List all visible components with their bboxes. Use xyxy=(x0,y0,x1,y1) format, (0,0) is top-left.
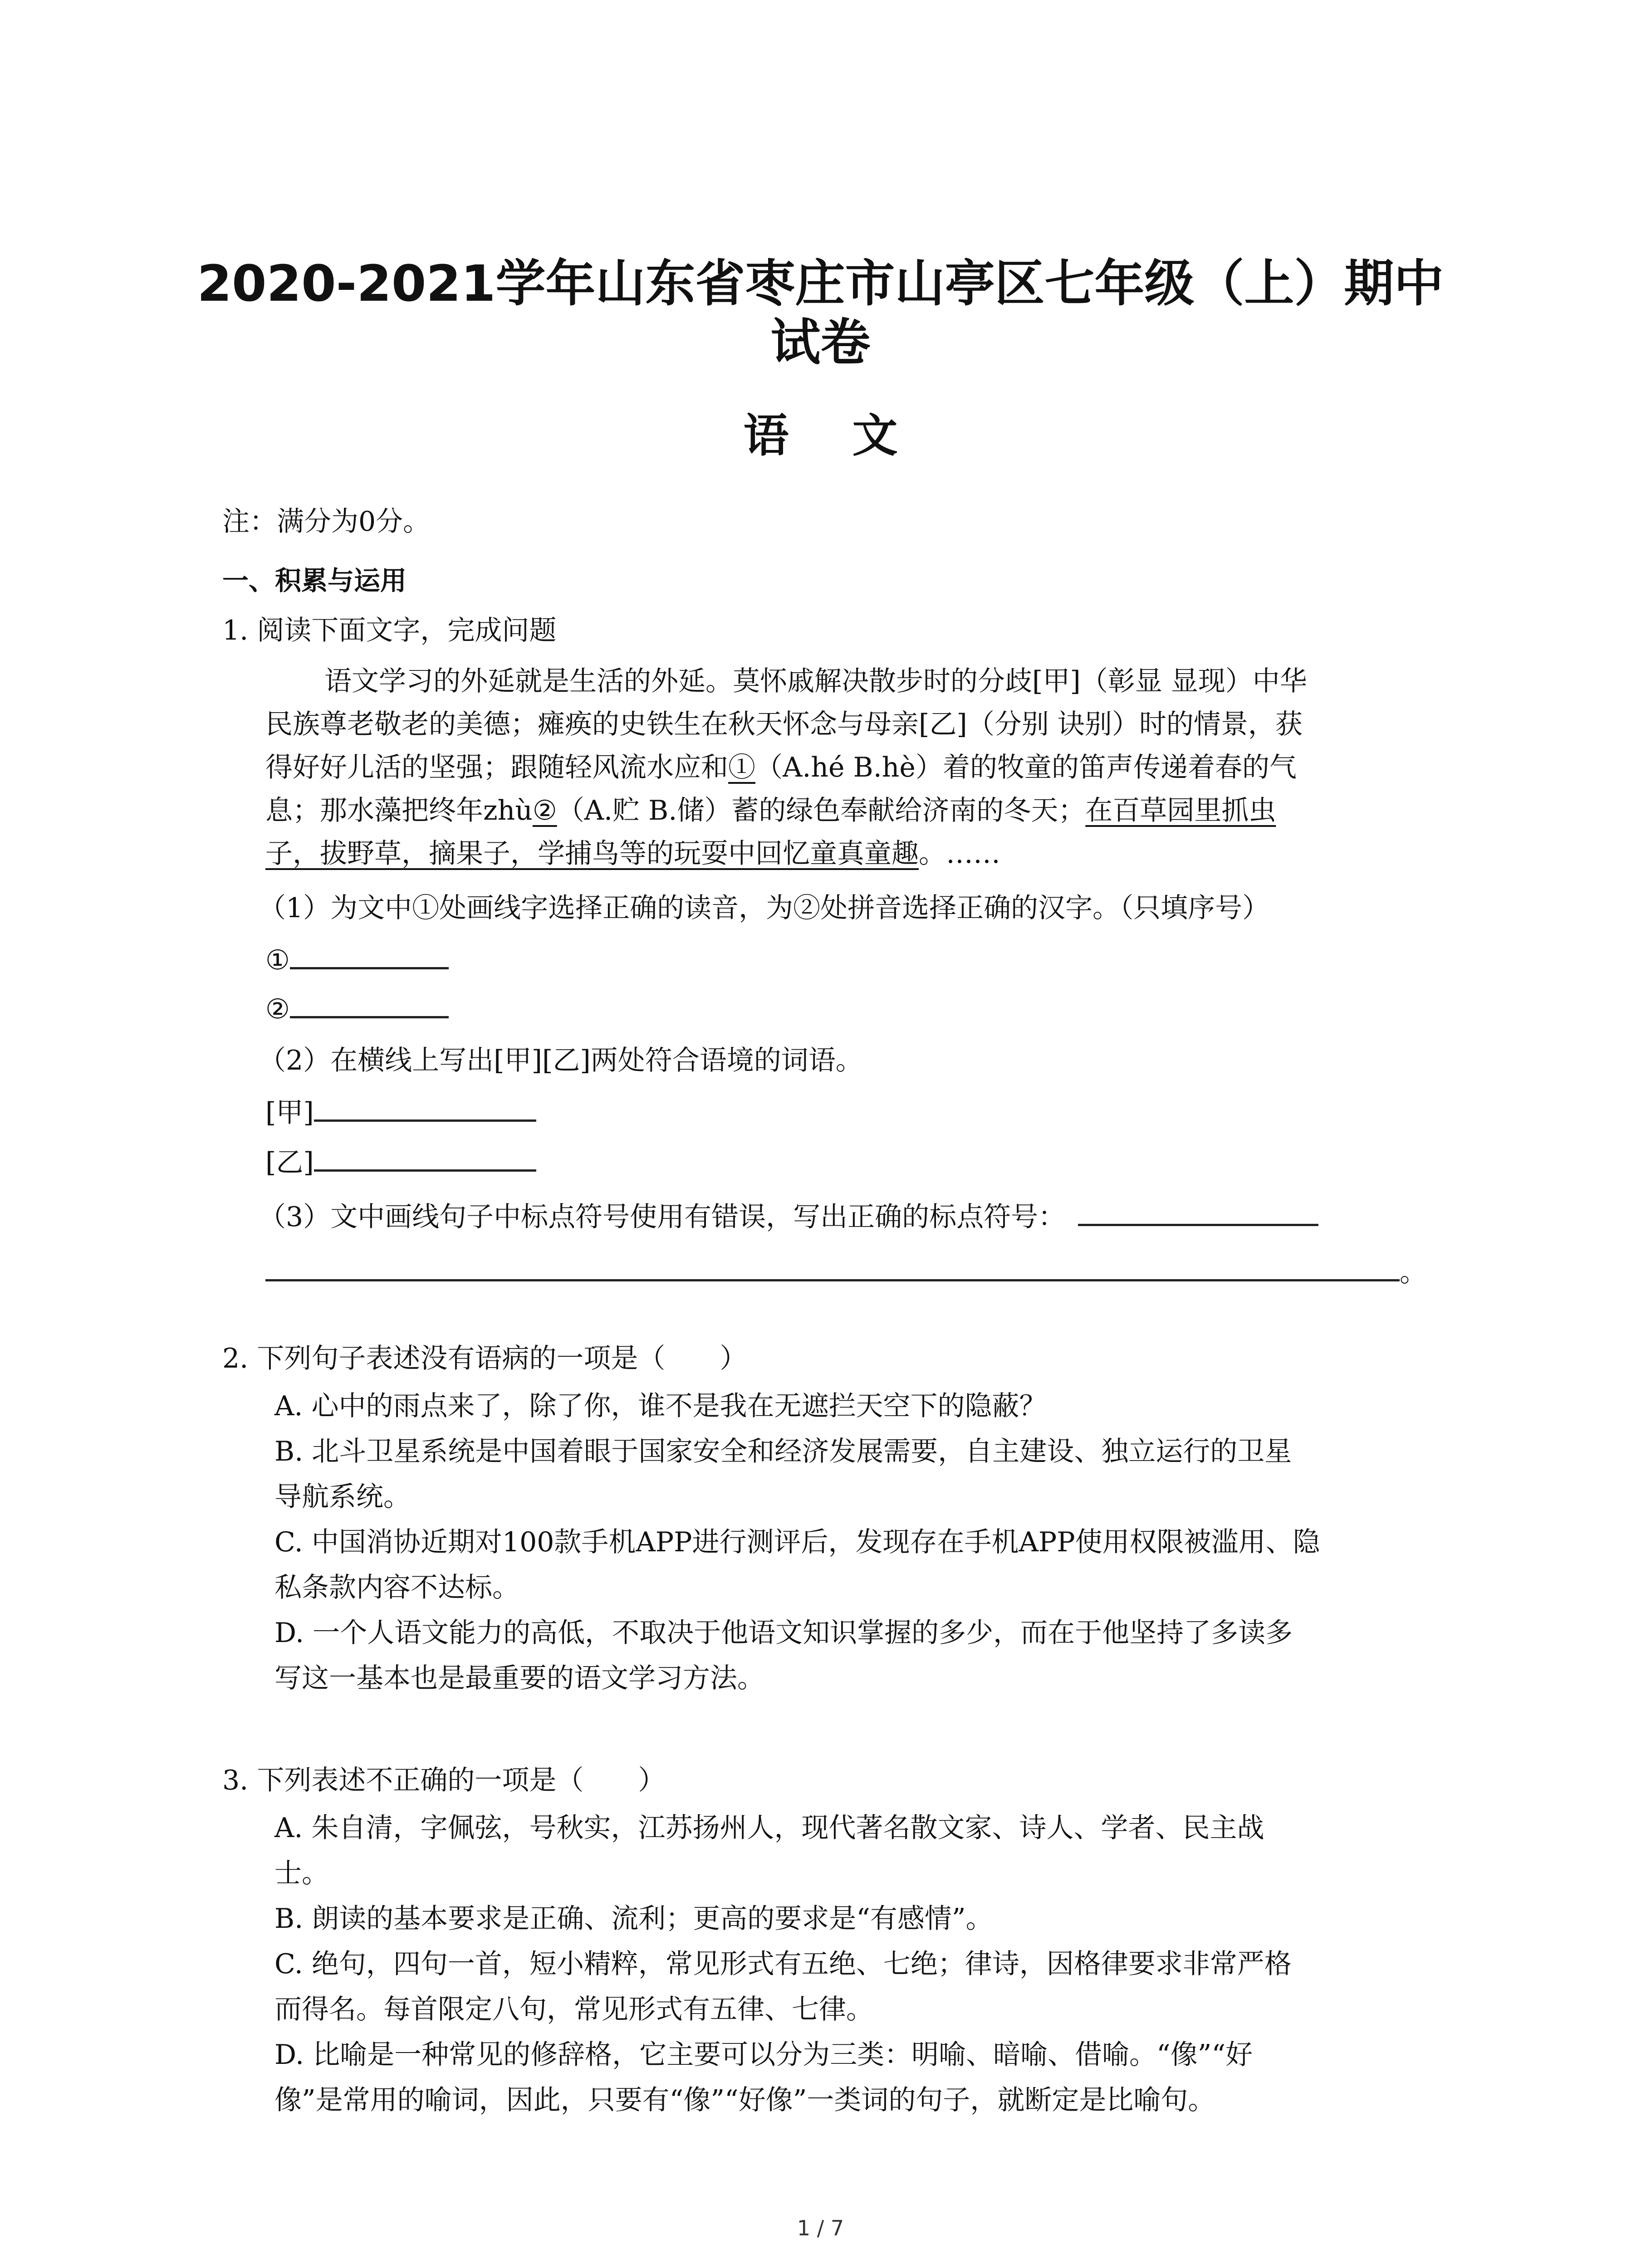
q2-option-d[interactable]: D. 一个人语文能力的高低，不取决于他语文知识掌握的多少，而在于他坚持了多读多 xyxy=(274,1617,1293,1649)
q2-option-a[interactable]: A. 心中的雨点来了，除了你，谁不是我在无遮拦天空下的隐蔽？ xyxy=(274,1390,1047,1422)
q1-answer-row xyxy=(265,1252,1427,1290)
passage-text: （A.hé B.hè）着的牧童的笛声传递着春的气 xyxy=(755,752,1297,783)
q1-answer-row xyxy=(265,989,449,1027)
q2-stem: 2. 下列句子表述没有语病的一项是（ ） xyxy=(222,1343,747,1374)
passage-text: 。…… xyxy=(919,838,1000,870)
q1-subquestion-3 xyxy=(259,1197,1318,1235)
score-note: 注：满分为0分。 xyxy=(222,506,431,538)
passage-text: 得好好儿活的坚强；跟随轻风流水应和 xyxy=(265,752,728,783)
blank-label: [甲] xyxy=(265,1097,314,1129)
q1-answer-row xyxy=(265,940,449,978)
end-mark: 。 xyxy=(1400,1256,1427,1288)
blank-label: [乙] xyxy=(265,1147,314,1178)
blank-label: ② xyxy=(265,993,290,1025)
q1-passage-line xyxy=(265,749,1297,786)
q1-passage-line xyxy=(265,792,1276,829)
answer-blank[interactable] xyxy=(265,1252,1400,1281)
q2-option-c-cont: 私条款内容不达标。 xyxy=(274,1572,519,1603)
q3-option-c[interactable]: C. 绝句，四句一首，短小精粹，常见形式有五绝、七绝；律诗，因格律要求非常严格 xyxy=(274,1948,1292,1980)
q2-option-c[interactable]: C. 中国消协近期对100款手机APP进行测评后，发现存在手机APP使用权限被滥用、隐 xyxy=(274,1526,1320,1558)
q1-stem: 1. 阅读下面文字，完成问题 xyxy=(222,615,557,646)
page-number: 1 / 7 xyxy=(797,2216,844,2240)
answer-blank[interactable] xyxy=(290,940,449,969)
q1-subquestion-1: （1）为文中①处画线字选择正确的读音，为②处拼音选择正确的汉字。（只填序号） xyxy=(259,892,1270,924)
exam-title-line1: 2020-2021学年山东省枣庄市山亭区七年级（上）期中 xyxy=(197,254,1444,313)
subject-title: 语文 xyxy=(743,409,961,462)
marker-2: ② xyxy=(532,795,557,826)
q1-passage-line: 语文学习的外延就是生活的外延。莫怀戚解决散步时的分歧[甲]（彰显 显现）中华 xyxy=(324,665,1307,697)
q3-option-d-cont: 像”是常用的喻词，因此，只要有“像”“好像”一类词的句子，就断定是比喻句。 xyxy=(274,2084,1215,2116)
q1-subquestion-2: （2）在横线上写出[甲][乙]两处符合语境的词语。 xyxy=(259,1045,863,1076)
q2-option-d-cont: 写这一基本也是最重要的语文学习方法。 xyxy=(274,1662,764,1694)
q3-option-d[interactable]: D. 比喻是一种常见的修辞格，它主要可以分为三类：明喻、暗喻、借喻。“像”“好 xyxy=(274,2039,1253,2071)
underlined-sentence: 在百草园里抓虫 xyxy=(1085,795,1276,826)
underlined-sentence: 子，拔野草，摘果子，学捕鸟等的玩耍中回忆童真童趣 xyxy=(265,838,919,870)
q1-answer-row xyxy=(265,1142,536,1181)
answer-blank[interactable] xyxy=(1078,1197,1318,1226)
q3-stem: 3. 下列表述不正确的一项是（ ） xyxy=(222,1765,666,1796)
subquestion-text: （3）文中画线句子中标点符号使用有错误，写出正确的标点符号： xyxy=(259,1201,1066,1233)
q3-option-c-cont: 而得名。每首限定八句，常见形式有五律、七律。 xyxy=(274,1994,873,2025)
answer-blank[interactable] xyxy=(314,1142,536,1172)
q1-passage-line xyxy=(265,836,1000,872)
passage-text: 息；那水藻把终年zhù xyxy=(265,795,533,826)
q2-option-b[interactable]: B. 北斗卫星系统是中国着眼于国家安全和经济发展需要，自主建设、独立运行的卫星 xyxy=(274,1436,1292,1467)
blank-label: ① xyxy=(265,944,290,976)
q3-option-a-cont: 士。 xyxy=(274,1857,329,1889)
q2-option-b-cont: 导航系统。 xyxy=(274,1481,411,1513)
passage-text: （A.贮 B.储）蓄的绿色奉献给济南的冬天； xyxy=(557,795,1086,826)
q1-answer-row xyxy=(265,1092,536,1131)
marker-1: ① xyxy=(728,752,755,783)
section-heading: 一、积累与运用 xyxy=(222,565,407,596)
exam-title-line2: 试卷 xyxy=(770,313,871,371)
answer-blank[interactable] xyxy=(290,989,449,1018)
q1-passage-line: 民族尊老敬老的美德；瘫痪的史铁生在秋天怀念与母亲[乙]（分别 诀别）时的情景，获 xyxy=(265,709,1303,740)
q3-option-a[interactable]: A. 朱自清，字佩弦，号秋实，江苏扬州人，现代著名散文家、诗人、学者、民主战 xyxy=(274,1812,1264,1844)
q3-option-b[interactable]: B. 朗读的基本要求是正确、流利；更高的要求是“有感情”。 xyxy=(274,1903,993,1935)
answer-blank[interactable] xyxy=(314,1092,536,1122)
